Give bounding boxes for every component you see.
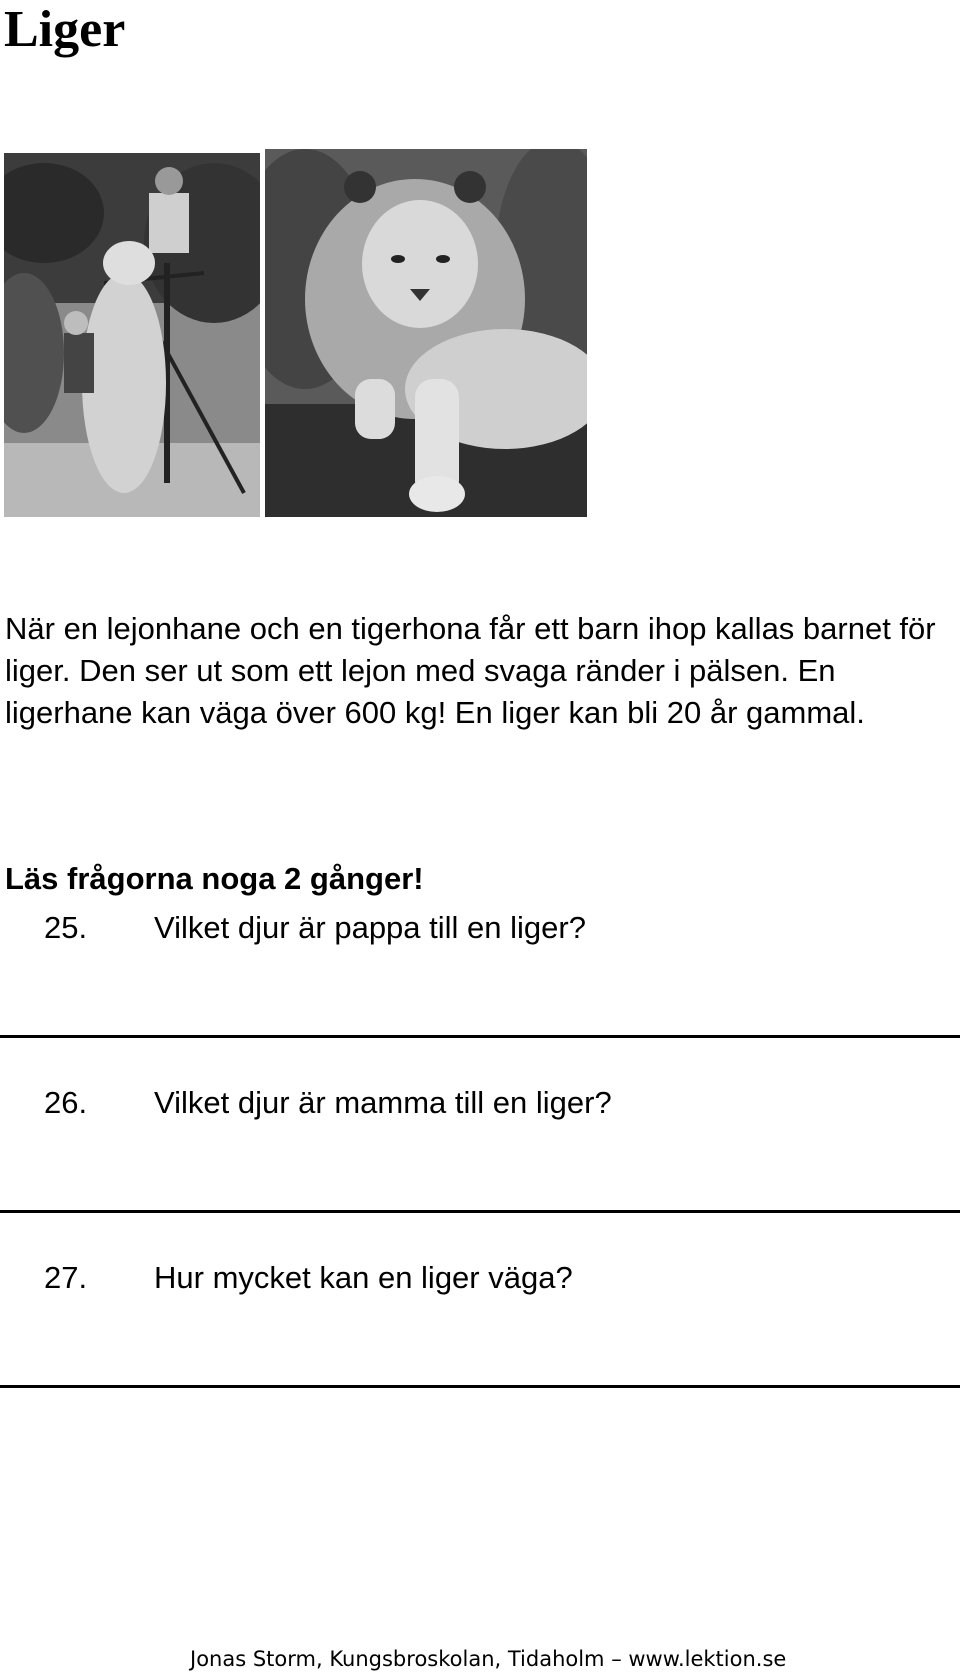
page-footer: Jonas Storm, Kungsbroskolan, Tidaholm – www.lektion.se [190,1647,787,1671]
instruction-heading: Läs frågorna noga 2 gånger! [5,861,424,896]
question-text: Vilket djur är mamma till en liger? [154,1085,612,1120]
question-text: Hur mycket kan en liger väga? [154,1260,573,1295]
question-text: Vilket djur är pappa till en liger? [154,910,586,945]
answer-line-26[interactable] [0,1210,960,1213]
answer-line-25[interactable] [0,1035,960,1038]
answer-line-27[interactable] [0,1385,960,1388]
question-number: 25. [44,910,88,945]
liger-lying-photo [265,149,587,517]
question-number: 27. [44,1260,88,1295]
question-number: 26. [44,1085,88,1120]
liger-standing-photo [4,153,260,517]
page-title: Liger [4,1,126,58]
intro-paragraph: När en lejonhane och en tigerhona får ett barn ihop kallas barnet för liger. Den ser ut som ett lejon med svaga ränder i pälsen. En ligerhane kan väga över 600 kg! En liger kan bli 20 år gammal. [5,611,936,730]
